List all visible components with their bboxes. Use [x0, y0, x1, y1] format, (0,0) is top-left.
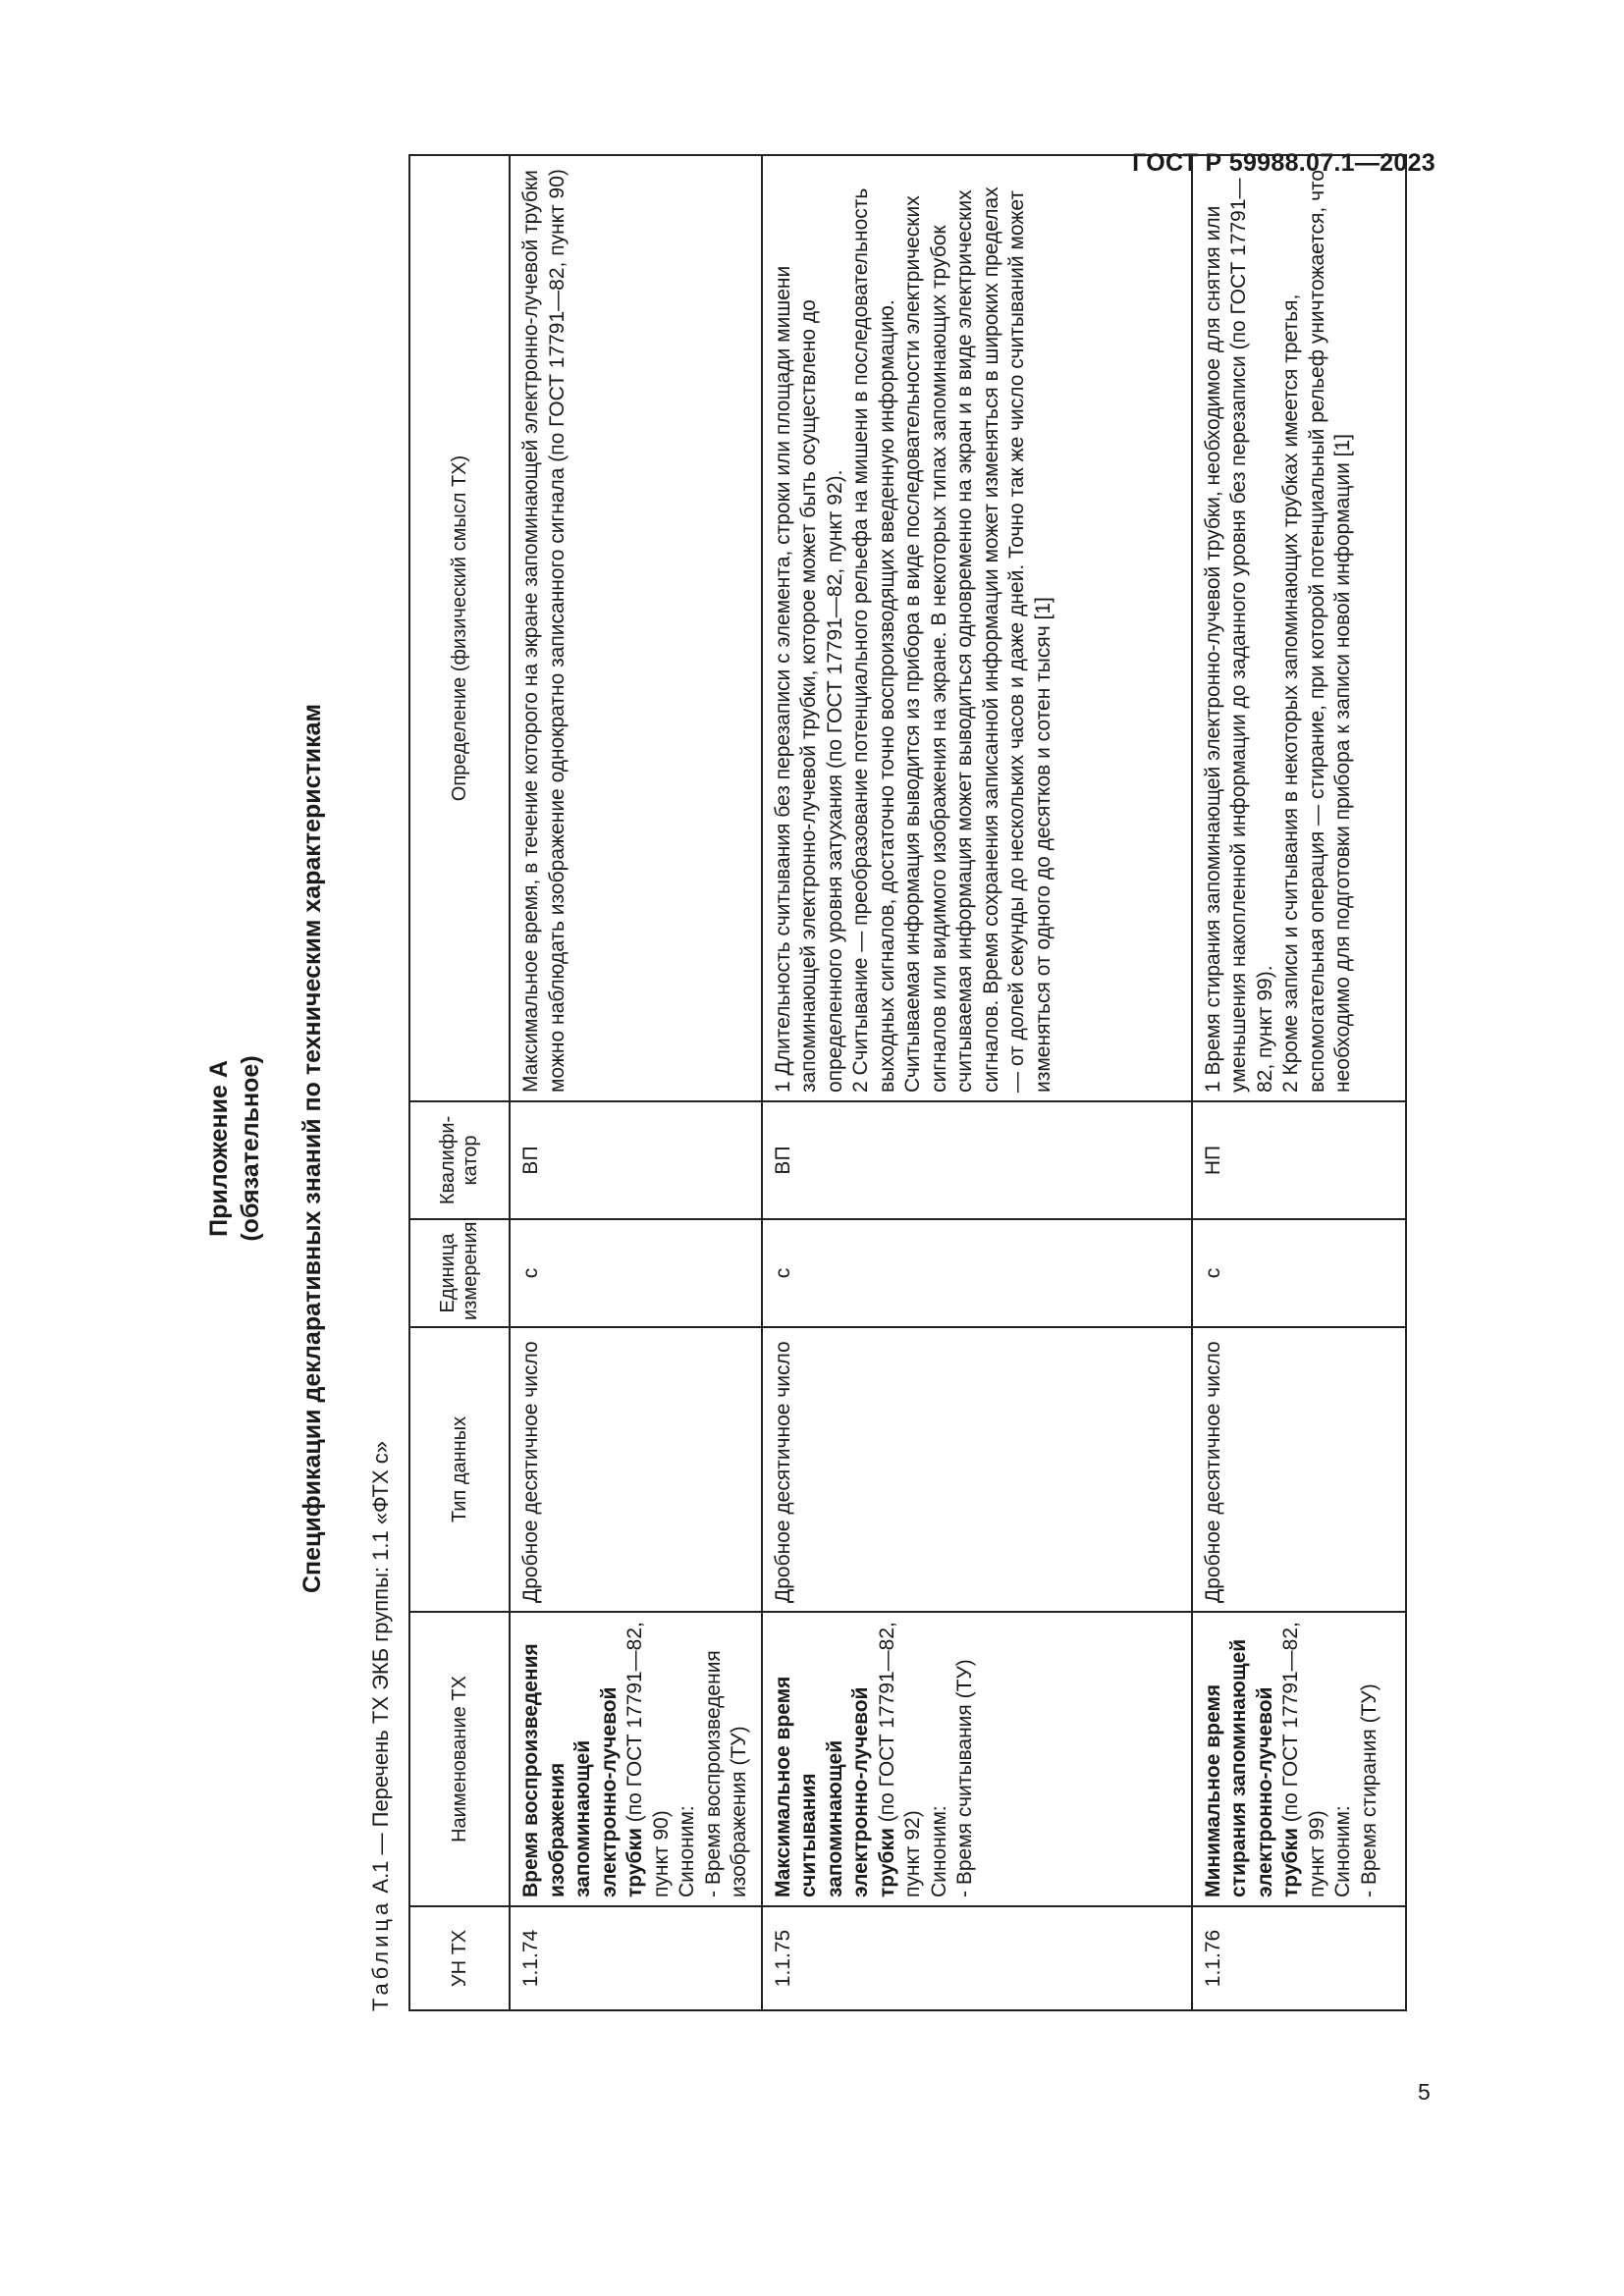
cell-definition [510, 155, 762, 1101]
standard-number: ГОСТ Р 59988.07.1—2023 [1132, 149, 1435, 177]
cell-data-type: Дробное десятичное число [1192, 1327, 1406, 1612]
table-header-row [409, 155, 510, 2010]
definition-paragraph: 2 Считывание — преобразование потенциального рельефа на мишени в последовательность выходных сигналов, достаточно точно воспроизводящих введенную информацию. Считываемая информация выводится из прибора в виде последовательности электрических сигналов или видимого изображения на экране. В некоторых типах запоминающих трубок считываемая информация может выводиться одновременно на экран и в виде электрических сигналов. Время сохранения записанной информации может изменяться в широких пределах — от долей секунды до нескольких часов и даже дней. Точно так же число считываний может изменяться от одного до десятков и сотен тысяч [1] [849, 187, 1055, 1093]
characteristic-reference: (по ГОСТ 17791—82, пункт 92) [875, 1622, 924, 1897]
col-header-unit: Единица измерения [409, 1219, 510, 1327]
cell-unit: с [510, 1219, 762, 1327]
cell-name [510, 1612, 762, 1906]
characteristic-name: Минимальное время стирания запоминающей электронно-лучевой трубки [1201, 1638, 1302, 1897]
synonym-value: - Время стирания (ТУ) [1357, 1683, 1380, 1897]
col-header-name: Наименование ТХ [409, 1612, 510, 1906]
characteristic-reference: (по ГОСТ 17791—82, пункт 99) [1279, 1622, 1328, 1897]
cell-unit: с [762, 1219, 1192, 1327]
cell-unit: с [1192, 1219, 1406, 1327]
table-caption-text: А.1 — Перечень ТХ ЭКБ группы: 1.1 «ФТХ с» [368, 1440, 393, 1894]
cell-code: 1.1.76 [1192, 1906, 1406, 2010]
cell-code: 1.1.74 [510, 1906, 762, 2010]
definition-paragraph: 1 Время стирания запоминающей электронно-лучевой трубки, необходимое для снятия или уменьшения накопленной информации до заданного уровня без перезаписи (по ГОСТ 17791—82, пункт 99). [1201, 178, 1276, 1093]
definition-paragraph: 1 Длительность считывания без перезаписи с элемента, строки или площади мишени запоминающей электронно-лучевой трубки, которое может быть осуществлено до определенного уровня затухания (по ГОСТ 17791—82, пункт 92). [771, 265, 846, 1093]
appendix-heading: Спецификации декларативных знаний по техническим характеристикам [298, 703, 326, 1594]
col-header-definition: Определение (физический смысл ТХ) [409, 155, 510, 1101]
cell-definition [762, 155, 1192, 1101]
characteristic-name: Время воспроизведения изображения запоминающей электронно-лучевой трубки [519, 1643, 646, 1897]
appendix-type: (обязательное) [237, 1055, 264, 1242]
table-caption-prefix: Таблица [368, 1898, 393, 2011]
page-number: 5 [1418, 2079, 1431, 2105]
rotated-content [190, 74, 1430, 2223]
cell-data-type: Дробное десятичное число [762, 1327, 1192, 1612]
col-header-code: УН ТХ [409, 1906, 510, 2010]
characteristic-name: Максимальное время считывания запоминающей электронно-лучевой трубки [771, 1676, 898, 1897]
col-header-qualifier: Квалифи-катор [409, 1101, 510, 1219]
table-caption [368, 1441, 394, 2011]
cell-code: 1.1.75 [762, 1906, 1192, 2010]
synonym-label: Синоним: [676, 1805, 698, 1897]
table-row [1192, 155, 1406, 2010]
table-row [762, 155, 1192, 2010]
cell-qualifier: ВП [510, 1101, 762, 1219]
cell-qualifier: НП [1192, 1101, 1406, 1219]
spec-table [408, 154, 1407, 2011]
table-row [510, 155, 762, 2010]
synonym-value: - Время считывания (ТУ) [953, 1659, 976, 1897]
synonym-label: Синоним: [1331, 1805, 1354, 1897]
col-header-data-type: Тип данных [409, 1327, 510, 1612]
cell-name [762, 1612, 1192, 1906]
characteristic-reference: (по ГОСТ 17791—82, пункт 90) [623, 1622, 673, 1897]
cell-data-type: Дробное десятичное число [510, 1327, 762, 1612]
definition-paragraph: Максимальное время, в течение которого на экране запоминающей электронно-лучевой трубки можно наблюдать изображение однократно записанного сигнала (по ГОСТ 17791—82, пункт 90) [519, 169, 568, 1093]
synonym-label: Синоним: [927, 1805, 950, 1897]
definition-paragraph: 2 Кроме записи и считывания в некоторых запоминающих трубках имеется третья, вспомогательная операция — стирание, при которой потенциальный рельеф уничтожается, что необходимо для подготовки прибора к записи новой информации [1] [1279, 169, 1354, 1093]
cell-name [1192, 1612, 1406, 1906]
appendix-title: Приложение А [205, 1060, 233, 1237]
synonym-value: - Время воспроизведения изображения (ТУ) [701, 1650, 750, 1897]
cell-definition [1192, 155, 1406, 1101]
cell-qualifier: ВП [762, 1101, 1192, 1219]
